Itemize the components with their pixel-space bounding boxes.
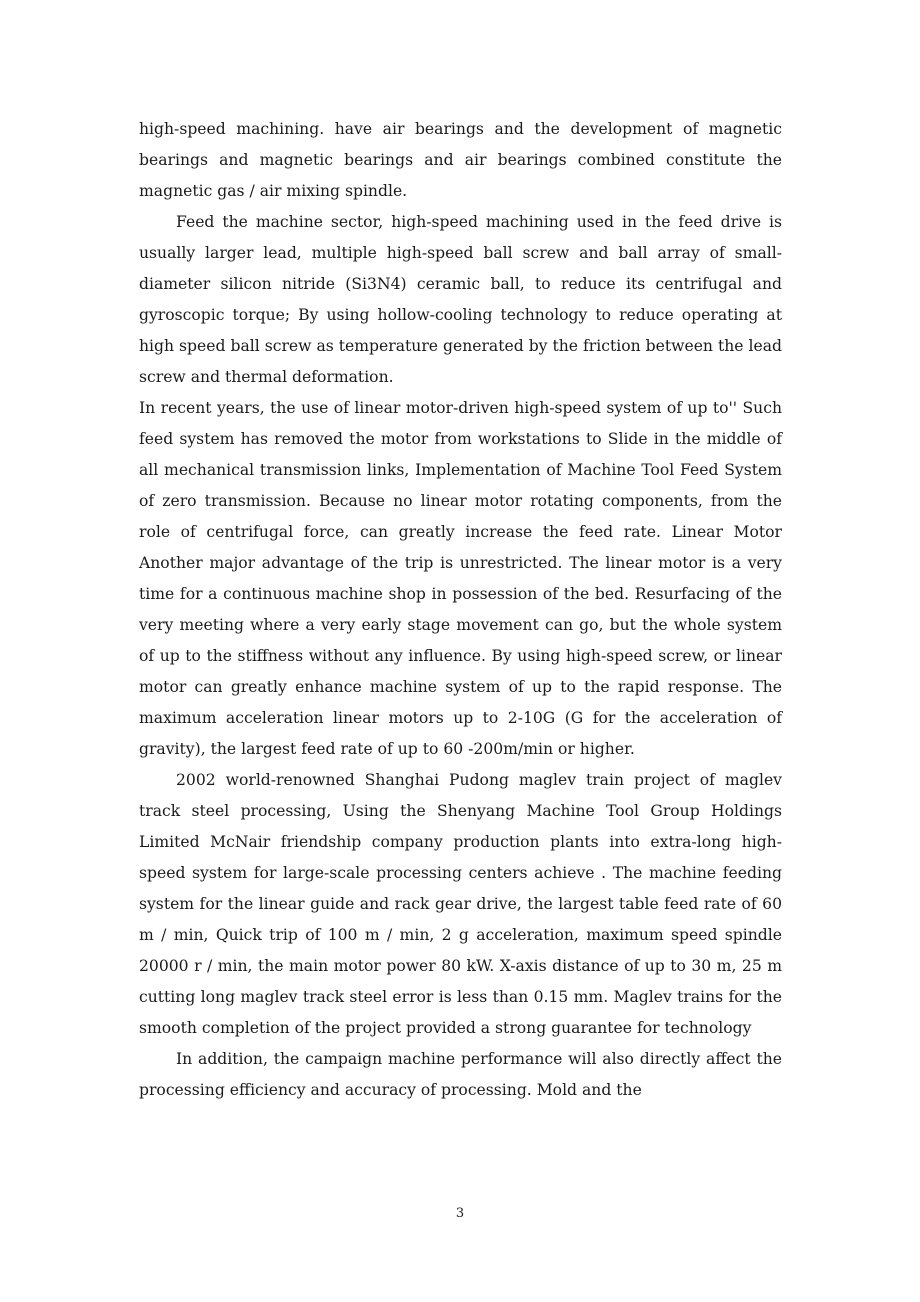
paragraph-1: high-speed machining. have air bearings and the development of magnetic bearings and magnetic bearings and air bearings combined constitute the magnetic gas / air mixing spindle. [139,120,782,200]
paragraph-5: In addition, the campaign machine performance will also directly affect the processing efficiency and accuracy of processing. Mold and the [139,1050,782,1099]
paragraph-3: In recent years, the use of linear motor-driven high-speed system of up to'' Such feed system has removed the motor from workstations to Slide in the middle of all mechanical transmission links, Implementation of Machine Tool Feed System of zero transmission. Because no linear motor rotating components, from the role of centrifugal force, can greatly increase the feed rate. Linear Motor Another major advantage of the trip is unrestricted. The linear motor is a very time for a continuous machine shop in possession of the bed. Resurfacing of the very meeting where a very early stage movement can go, but the whole system of up to the stiffness without any influence. By using high-speed screw, or linear motor can greatly enhance machine system of up to the rapid response. The maximum acceleration linear motors up to 2-10G (G for the acceleration of gravity), the largest feed rate of up to 60 -200m/min or higher. [139,399,782,758]
body-text [139,114,782,1106]
paragraph-2: Feed the machine sector, high-speed machining used in the feed drive is usually larger lead, multiple high-speed ball screw and ball array of small-diameter silicon nitride (Si3N4) ceramic ball, to reduce its centrifugal and gyroscopic torque; By using hollow-cooling technology to reduce operating at high speed ball screw as temperature generated by the friction between the lead screw and thermal deformation. [139,213,782,386]
page-number: 3 [455,1206,465,1221]
paragraph-4: 2002 world-renowned Shanghai Pudong maglev train project of maglev track steel processing, Using the Shenyang Machine Tool Group Holdings Limited McNair friendship company production plants into extra-long high-speed system for large-scale processing centers achieve . The machine feeding system for the linear guide and rack gear drive, the largest table feed rate of 60 m / min, Quick trip of 100 m / min, 2 g acceleration, maximum speed spindle 20000 r / min, the main motor power 80 kW. X-axis distance of up to 30 m, 25 m cutting long maglev track steel error is less than 0.15 mm. Maglev trains for the smooth completion of the project provided a strong guarantee for technology [139,771,782,1037]
